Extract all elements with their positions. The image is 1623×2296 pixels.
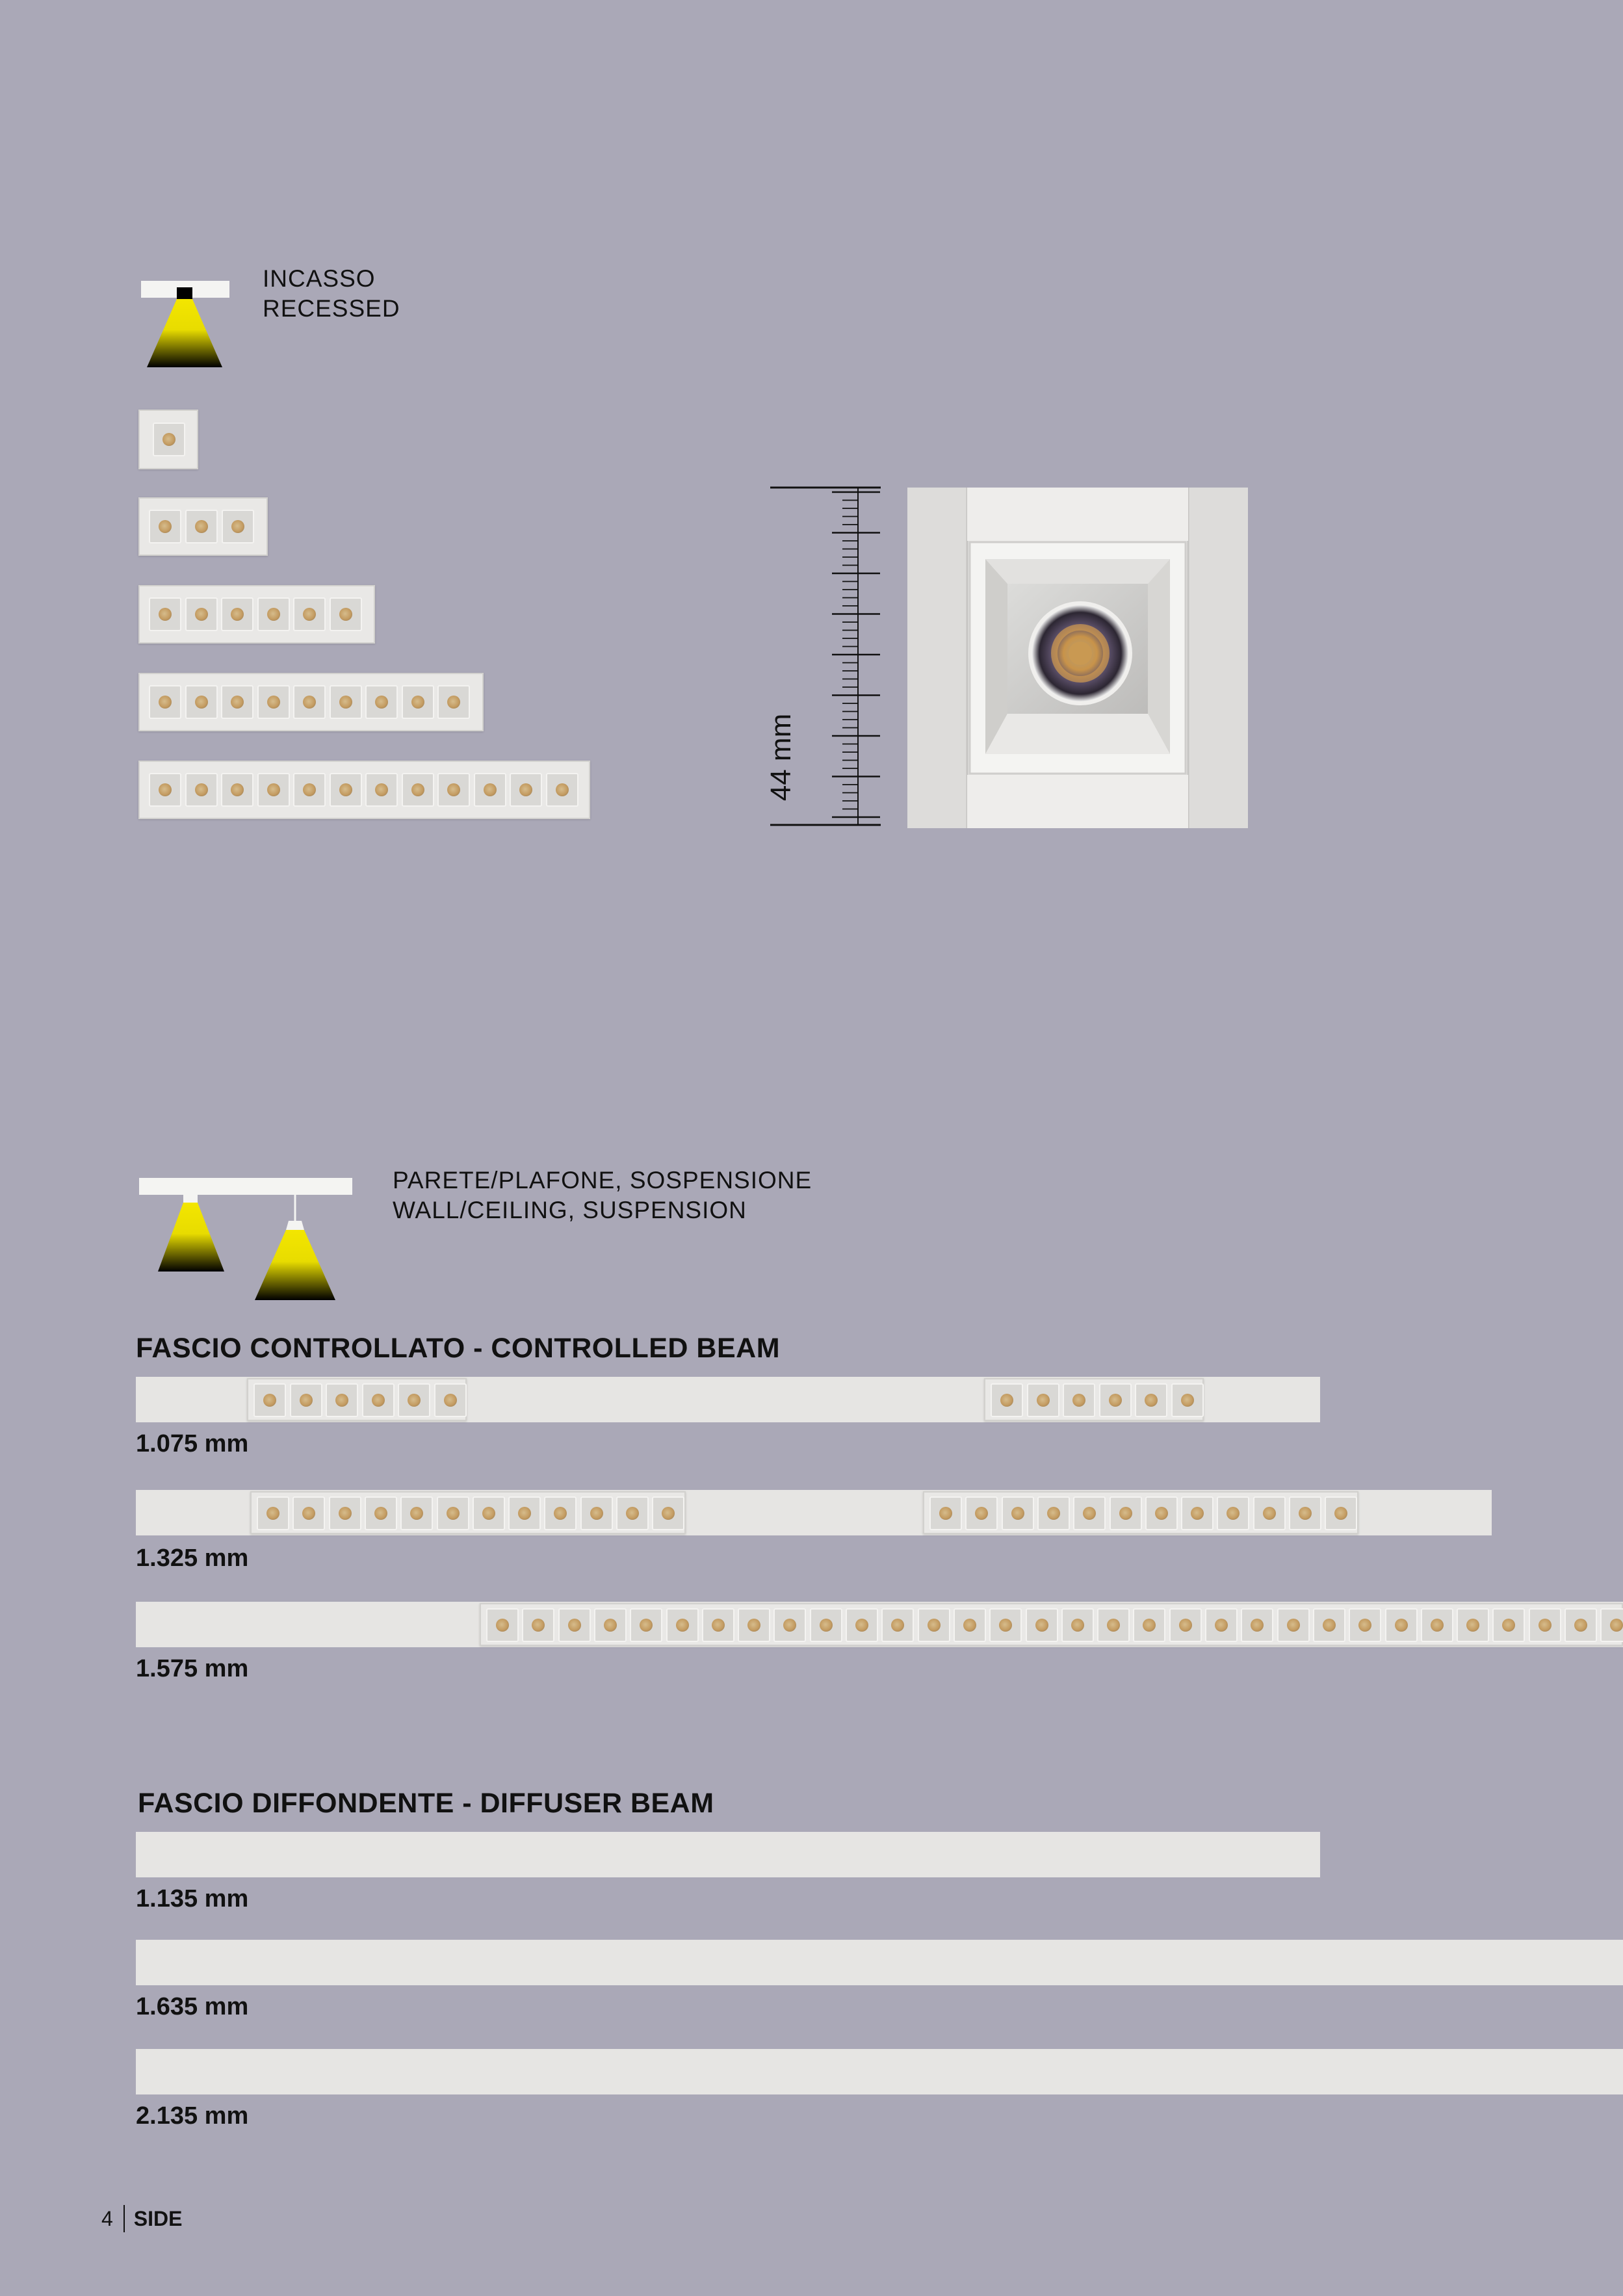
- recessed-module-3: [138, 497, 268, 556]
- led-module-cell: [253, 1383, 286, 1417]
- led-module-cell: [221, 685, 253, 719]
- led-module-cell: [846, 1608, 878, 1642]
- led-module-cell: [1217, 1496, 1249, 1530]
- led-module-cell: [257, 1496, 289, 1530]
- led-module-cell: [185, 685, 218, 719]
- led-module-cell: [365, 1496, 397, 1530]
- led-module-cell: [544, 1496, 577, 1530]
- led-module-cell: [1205, 1608, 1238, 1642]
- led-module-cell: [149, 510, 181, 543]
- recessed-module-1: [138, 410, 198, 469]
- led-module-cell: [221, 597, 253, 631]
- recessed-label-it: INCASSO: [263, 265, 376, 292]
- diffuser-bar-2135: [136, 2049, 1623, 2094]
- led-module-cell: [185, 597, 218, 631]
- controlled-module-group: [923, 1491, 1358, 1534]
- led-module-cell: [702, 1608, 734, 1642]
- length-label: 1.575 mm: [136, 1655, 249, 1682]
- led-module-cell: [149, 597, 181, 631]
- length-label: 1.635 mm: [136, 1993, 249, 2020]
- led-module-cell: [1181, 1496, 1214, 1530]
- led-module-cell: [1002, 1496, 1034, 1530]
- diffuser-beam-heading: FASCIO DIFFONDENTE - DIFFUSER BEAM: [138, 1788, 714, 1819]
- controlled-module-group: [250, 1491, 686, 1534]
- led-module-cell: [954, 1608, 986, 1642]
- led-module-cell: [149, 685, 181, 719]
- led-module-cell: [293, 597, 326, 631]
- dimension-label: 44 mm: [765, 713, 797, 802]
- led-module-cell: [1135, 1383, 1167, 1417]
- led-module-cell: [810, 1608, 842, 1642]
- led-module-cell: [1492, 1608, 1525, 1642]
- led-module-cell: [1241, 1608, 1273, 1642]
- led-module-cell: [1037, 1496, 1070, 1530]
- length-label: 1.325 mm: [136, 1545, 249, 1572]
- diffuser-bar-1635: [136, 1940, 1623, 1985]
- led-module-cell: [293, 685, 326, 719]
- led-module-cell: [1253, 1496, 1286, 1530]
- led-module-cell: [666, 1608, 699, 1642]
- led-module-cell: [1027, 1383, 1059, 1417]
- led-module-cell: [1026, 1608, 1058, 1642]
- led-module-cell: [1325, 1496, 1357, 1530]
- led-module-cell: [402, 685, 434, 719]
- led-module-cell: [1169, 1608, 1202, 1642]
- led-module-cell: [257, 597, 290, 631]
- controlled-module-group: [247, 1378, 467, 1421]
- led-module-cell: [1110, 1496, 1142, 1530]
- led-module-cell: [149, 773, 181, 807]
- led-module-cell: [522, 1608, 554, 1642]
- led-module-cell: [257, 685, 290, 719]
- led-module-cell: [292, 1496, 325, 1530]
- led-module-cell: [257, 773, 290, 807]
- recessed-module-9: [138, 673, 484, 731]
- footer-divider: [123, 2205, 125, 2232]
- led-module-cell: [1277, 1608, 1310, 1642]
- led-module-cell: [365, 773, 398, 807]
- length-label: 2.135 mm: [136, 2102, 249, 2130]
- led-module-cell: [616, 1496, 649, 1530]
- led-module-cell: [1061, 1608, 1094, 1642]
- recessed-module-12: [138, 761, 590, 819]
- led-module-cell: [293, 773, 326, 807]
- led-module-cell: [1145, 1496, 1178, 1530]
- surface-label-it: PARETE/PLAFONE, SOSPENSIONE: [393, 1167, 812, 1194]
- product-name: SIDE: [133, 2206, 183, 2230]
- led-module-cell: [474, 773, 506, 807]
- length-label: 1.075 mm: [136, 1430, 249, 1457]
- led-module-cell: [402, 773, 434, 807]
- led-module-cell: [330, 685, 362, 719]
- led-module-cell: [222, 510, 254, 543]
- led-module-cell: [486, 1608, 519, 1642]
- led-module-cell: [437, 685, 470, 719]
- led-module-cell: [330, 773, 362, 807]
- led-module-cell: [362, 1383, 395, 1417]
- led-module-cell: [630, 1608, 662, 1642]
- led-module-cell: [1097, 1608, 1130, 1642]
- led-module-cell: [329, 1496, 361, 1530]
- length-label: 1.135 mm: [136, 1885, 249, 1912]
- led-module-cell: [1457, 1608, 1489, 1642]
- led-module-cell: [1385, 1608, 1418, 1642]
- led-module-cell: [652, 1496, 684, 1530]
- led-module-cell: [365, 685, 398, 719]
- led-module-cell: [1063, 1383, 1095, 1417]
- led-module-cell: [1313, 1608, 1345, 1642]
- page-number: 4: [101, 2206, 113, 2230]
- led-module-cell: [400, 1496, 433, 1530]
- led-module-cell: [989, 1608, 1022, 1642]
- led-module-cell: [1133, 1608, 1165, 1642]
- led-module-cell: [929, 1496, 962, 1530]
- led-module-cell: [473, 1496, 505, 1530]
- led-module-cell: [918, 1608, 950, 1642]
- led-module-cell: [1600, 1608, 1623, 1642]
- led-module-cell: [965, 1496, 998, 1530]
- led-module-cell: [326, 1383, 358, 1417]
- led-module-cell: [881, 1608, 914, 1642]
- led-module-cell: [1171, 1383, 1204, 1417]
- led-module-cell: [1349, 1608, 1381, 1642]
- led-module-cell: [580, 1496, 613, 1530]
- recessed-label-en: RECESSED: [263, 295, 400, 322]
- controlled-module-group: [984, 1378, 1204, 1421]
- led-module-cell: [738, 1608, 770, 1642]
- led-module-cell: [398, 1383, 430, 1417]
- led-module-cell: [546, 773, 578, 807]
- led-module-cell: [290, 1383, 322, 1417]
- led-module-cell: [185, 510, 218, 543]
- recessed-module-6: [138, 585, 375, 644]
- led-module-cell: [508, 1496, 541, 1530]
- led-module-cell: [1073, 1496, 1106, 1530]
- led-module-cell: [773, 1608, 806, 1642]
- diffuser-bar-1135: [136, 1832, 1320, 1877]
- surface-label-en: WALL/CEILING, SUSPENSION: [393, 1197, 747, 1223]
- led-module-cell: [1421, 1608, 1453, 1642]
- led-module-cell: [1099, 1383, 1132, 1417]
- led-module-cell: [330, 597, 362, 631]
- led-module-cell: [437, 1496, 469, 1530]
- controlled-beam-heading: FASCIO CONTROLLATO - CONTROLLED BEAM: [136, 1333, 781, 1364]
- led-module-cell: [221, 773, 253, 807]
- led-module-cell: [991, 1383, 1023, 1417]
- controlled-module-group: [480, 1603, 1623, 1646]
- surface-suspension-icon: [138, 1177, 354, 1301]
- led-module-cell: [1565, 1608, 1597, 1642]
- led-module-cell: [434, 1383, 467, 1417]
- led-module-cell: [594, 1608, 627, 1642]
- led-module-cell: [1289, 1496, 1321, 1530]
- led-module-cell: [510, 773, 542, 807]
- product-detail-image: [907, 488, 1248, 828]
- recessed-icon: [140, 280, 231, 371]
- led-module-cell: [437, 773, 470, 807]
- led-module-cell: [1529, 1608, 1561, 1642]
- led-module-cell: [558, 1608, 591, 1642]
- led-module-cell: [185, 773, 218, 807]
